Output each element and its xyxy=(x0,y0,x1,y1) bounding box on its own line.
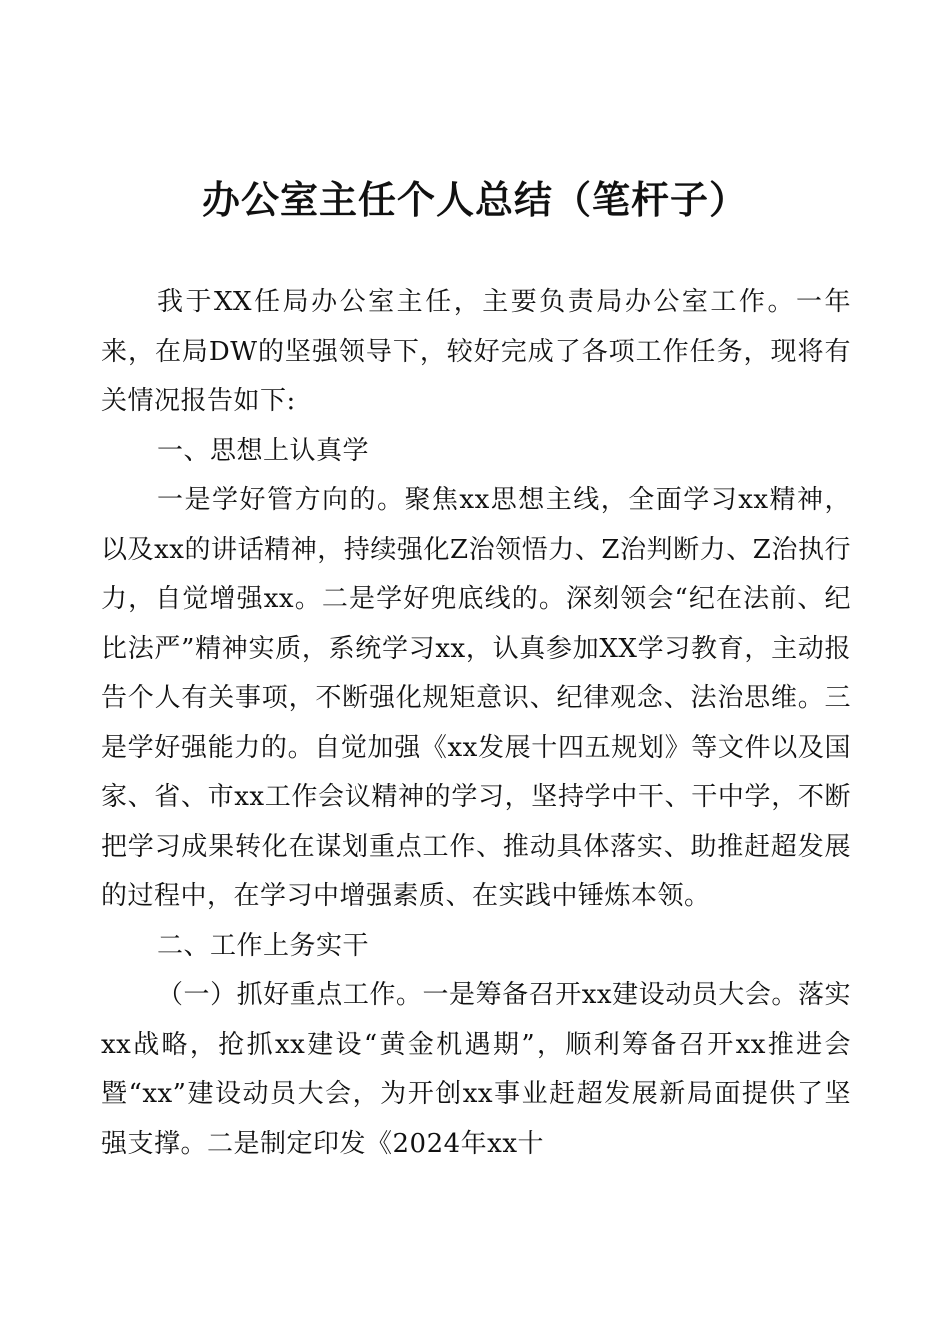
section-1-paragraph: 一是学好管方向的。聚焦xx思想主线，全面学习xx精神，以及xx的讲话精神，持续强化Z治领悟力、Z治判断力、Z治执行力，自觉增强xx。二是学好兜底线的。深刻领会“纪在法前、纪比法严”精神实质，系统学习xx，认真参加XX学习教育，主动报告个人有关事项，不断强化规矩意识、纪律观念、法治思维。三是学好强能力的。自觉加强《xx发展十四五规划》等文件以及国家、省、市xx工作会议精神的学习，坚持学中干、干中学，不断把学习成果转化在谋划重点工作、推动具体落实、助推赶超发展的过程中，在学习中增强素质、在实践中锤炼本领。 xyxy=(101,485,851,911)
section-heading-2: 二、工作上务实干 xyxy=(157,930,370,961)
intro-paragraph: 我于XX任局办公室主任，主要负责局办公室工作。一年来，在局DW的坚强领导下，较好完成了各项工作任务，现将有关情况报告如下: xyxy=(101,287,851,416)
document-body xyxy=(101,278,851,1169)
document-title: 办公室主任个人总结（笔杆子） xyxy=(201,177,748,222)
section-2-paragraph: （一）抓好重点工作。一是筹备召开xx建设动员大会。落实xx战略，抢抓xx建设“黄金机遇期”，顺利筹备召开xx推进会暨“xx”建设动员大会，为开创xx事业赶超发展新局面提供了坚强支撑。二是制定印发《2024年xx十 xyxy=(101,980,851,1159)
section-heading-1: 一、思想上认真学 xyxy=(157,435,370,466)
